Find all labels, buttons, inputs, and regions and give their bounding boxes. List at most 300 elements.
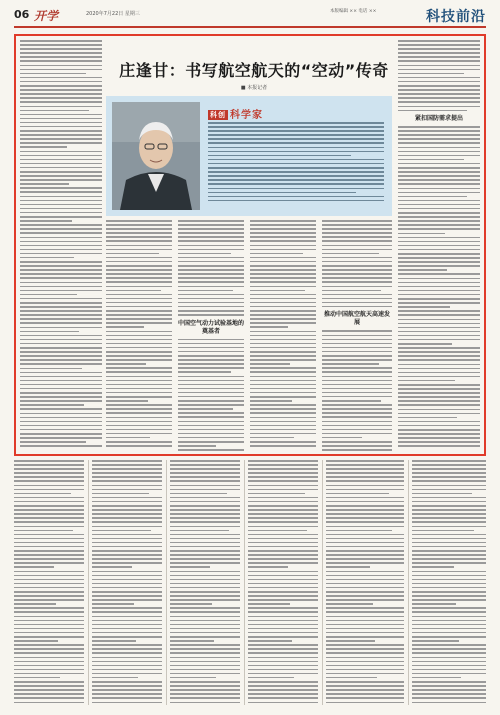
text-line: [170, 558, 240, 560]
text-line: [20, 93, 102, 95]
text-line: [20, 48, 102, 50]
text-line: [170, 546, 240, 548]
text-line: [248, 583, 318, 585]
text-line: [398, 417, 457, 419]
text-line: [20, 89, 102, 91]
text-line: [178, 245, 244, 247]
text-line: [20, 363, 102, 365]
text-line: [106, 421, 172, 423]
text-line: [92, 472, 162, 474]
column-divider: [408, 460, 409, 705]
text-line: [170, 636, 240, 638]
text-line: [170, 501, 240, 503]
text-line: [250, 400, 292, 402]
text-line: [412, 493, 472, 495]
text-line: [14, 611, 84, 613]
text-line: [248, 493, 305, 495]
feature-label: [208, 106, 263, 121]
text-line: [326, 546, 404, 548]
text-line: [14, 575, 84, 577]
text-line: [92, 579, 162, 581]
text-line: [20, 155, 102, 157]
text-line: [250, 281, 316, 283]
text-line: [412, 485, 486, 487]
text-line: [412, 517, 486, 519]
text-line: [322, 376, 392, 378]
text-line: [326, 460, 404, 462]
text-line: [398, 155, 480, 157]
text-line: [398, 396, 480, 398]
text-line: [20, 44, 102, 46]
text-line: [248, 530, 307, 532]
text-line: [208, 142, 384, 144]
text-line: [20, 52, 102, 54]
text-line: [14, 624, 84, 626]
text-line: [398, 429, 480, 431]
text-line: [250, 343, 316, 345]
text-line: [20, 60, 102, 62]
page-number: 06: [14, 8, 30, 21]
text-line: [322, 228, 392, 230]
text-line: [170, 554, 240, 556]
text-line: [20, 228, 102, 230]
text-line: [20, 261, 102, 263]
text-line: [170, 611, 240, 613]
text-line: [178, 290, 233, 292]
text-line: [106, 347, 172, 349]
text-line: [248, 550, 318, 552]
text-line: [398, 159, 464, 161]
text-line: [14, 566, 54, 568]
text-line: [398, 188, 480, 190]
text-line: [106, 253, 159, 255]
text-line: [20, 73, 86, 75]
text-line: [92, 464, 162, 466]
text-line: [170, 513, 240, 515]
text-line: [398, 65, 480, 67]
text-line: [398, 69, 480, 71]
text-line: [20, 200, 102, 202]
lower-articles: [14, 460, 486, 705]
text-line: [20, 85, 102, 87]
text-line: [412, 464, 486, 466]
text-line: [92, 497, 162, 499]
text-line: [250, 404, 316, 406]
text-line: [20, 290, 102, 292]
text-line: [14, 702, 84, 704]
text-line: [170, 628, 240, 630]
text-line: [170, 538, 240, 540]
text-line: [170, 648, 240, 650]
text-line: [20, 421, 102, 423]
text-line: [20, 368, 82, 370]
text-line: [248, 620, 318, 622]
text-line: [322, 384, 392, 386]
body-column-2: [178, 220, 244, 452]
text-line: [92, 530, 151, 532]
text-line: [250, 363, 290, 365]
text-line: [250, 265, 316, 267]
text-line: [92, 628, 162, 630]
text-line: [106, 257, 172, 259]
text-line: [412, 587, 486, 589]
text-line: [248, 505, 318, 507]
text-line: [322, 290, 381, 292]
text-line: [326, 542, 404, 544]
text-line: [412, 624, 486, 626]
text-line: [398, 376, 480, 378]
text-line: [178, 404, 244, 406]
text-line: [20, 122, 102, 124]
text-line: [322, 343, 392, 345]
text-line: [92, 509, 162, 511]
text-line: [322, 367, 392, 369]
text-line: [106, 412, 172, 414]
text-line: [322, 298, 392, 300]
text-line: [170, 644, 240, 646]
editor-info: 本版编辑 ×× 电话 ××: [330, 9, 377, 14]
text-line: [398, 97, 480, 99]
text-line: [250, 253, 303, 255]
text-line: [20, 339, 102, 341]
text-line: [178, 310, 244, 312]
text-line: [412, 497, 486, 499]
text-line: [248, 595, 318, 597]
text-line: [14, 468, 84, 470]
text-line: [326, 517, 404, 519]
text-line: [92, 689, 162, 691]
text-line: [326, 497, 404, 499]
text-line: [92, 702, 162, 704]
text-line: [248, 636, 318, 638]
text-line: [178, 441, 244, 443]
text-line: [326, 595, 404, 597]
text-line: [248, 599, 318, 601]
text-line: [412, 628, 486, 630]
text-line: [322, 281, 392, 283]
text-line: [106, 306, 172, 308]
text-line: [326, 665, 404, 667]
text-line: [92, 468, 162, 470]
text-line: [170, 566, 210, 568]
text-line: [322, 371, 392, 373]
text-line: [20, 335, 102, 337]
text-line: [248, 521, 318, 523]
paper-logo: 开学: [34, 9, 59, 23]
text-line: [20, 392, 102, 394]
text-line: [20, 191, 102, 193]
text-line: [20, 355, 102, 357]
text-line: [20, 118, 102, 120]
text-line: [250, 290, 305, 292]
text-line: [322, 408, 392, 410]
text-line: [398, 290, 480, 292]
text-line: [106, 355, 172, 357]
lower-column-5: [326, 460, 404, 705]
text-line: [326, 480, 404, 482]
text-line: [20, 351, 102, 353]
text-line: [20, 151, 102, 153]
text-line: [326, 620, 404, 622]
text-line: [398, 294, 480, 296]
text-line: [178, 294, 244, 296]
text-line: [322, 277, 392, 279]
text-line: [106, 249, 172, 251]
text-line: [178, 302, 244, 304]
text-line: [178, 429, 244, 431]
text-line: [92, 583, 162, 585]
text-line: [412, 620, 486, 622]
text-line: [208, 134, 384, 136]
text-line: [178, 425, 244, 427]
text-line: [412, 702, 486, 704]
text-line: [106, 322, 172, 324]
text-line: [322, 273, 392, 275]
text-line: [248, 693, 318, 695]
text-line: [92, 681, 162, 683]
text-line: [178, 437, 244, 439]
text-line: [170, 526, 240, 528]
text-line: [208, 163, 384, 165]
text-line: [20, 445, 102, 447]
text-line: [106, 408, 172, 410]
text-line: [20, 257, 74, 259]
text-line: [248, 526, 318, 528]
text-line: [248, 472, 318, 474]
body-column-3: [250, 220, 316, 452]
text-line: [20, 208, 102, 210]
text-line: [326, 644, 404, 646]
text-line: [250, 359, 316, 361]
text-line: [170, 464, 240, 466]
text-line: [14, 460, 84, 462]
text-line: [20, 376, 102, 378]
text-line: [178, 388, 244, 390]
text-line: [412, 460, 486, 462]
text-line: [14, 526, 84, 528]
text-line: [248, 607, 318, 609]
text-line: [398, 392, 480, 394]
text-line: [412, 562, 486, 564]
text-line: [398, 60, 480, 62]
text-line: [250, 351, 316, 353]
text-line: [14, 685, 84, 687]
text-line: [92, 566, 132, 568]
text-line: [14, 616, 84, 618]
text-line: [250, 236, 316, 238]
left-text-column: [20, 40, 102, 450]
text-line: [20, 241, 102, 243]
text-line: [178, 286, 244, 288]
issue-date: 2020年7月22日 星期三: [86, 11, 140, 17]
text-line: [14, 603, 56, 605]
text-line: [326, 652, 404, 654]
text-line: [20, 429, 102, 431]
text-line: [20, 343, 102, 345]
text-line: [398, 314, 480, 316]
text-line: [92, 542, 162, 544]
text-line: [20, 417, 102, 419]
text-line: [248, 640, 292, 642]
subhead-3: 紧扣国防需求提出: [414, 115, 463, 123]
text-line: [92, 485, 162, 487]
text-line: [20, 425, 102, 427]
text-line: [412, 542, 486, 544]
lower-column-4: [248, 460, 318, 705]
text-line: [248, 611, 318, 613]
text-line: [326, 501, 404, 503]
text-line: [14, 689, 84, 691]
text-line: [14, 517, 84, 519]
text-line: [14, 550, 84, 552]
text-line: [14, 681, 84, 683]
text-line: [106, 384, 172, 386]
text-line: [326, 583, 404, 585]
text-line: [170, 673, 240, 675]
text-line: [106, 236, 172, 238]
text-line: [398, 192, 480, 194]
text-line: [398, 56, 480, 58]
text-line: [250, 367, 316, 369]
text-line: [178, 380, 244, 382]
text-line: [398, 130, 480, 132]
text-line: [322, 433, 392, 435]
text-line: [92, 685, 162, 687]
feature-badge: 科创: [210, 111, 226, 119]
text-line: [412, 599, 486, 601]
text-line: [20, 322, 102, 324]
text-line: [20, 220, 72, 222]
text-line: [322, 449, 392, 451]
text-line: [412, 595, 486, 597]
text-line: [398, 220, 480, 222]
text-line: [20, 232, 102, 234]
text-line: [106, 445, 172, 447]
text-line: [170, 505, 240, 507]
body-column-4: [322, 220, 392, 452]
text-line: [398, 413, 480, 415]
text-line: [412, 550, 486, 552]
text-line: [398, 445, 480, 447]
text-line: [170, 460, 240, 462]
text-line: [398, 85, 480, 87]
text-line: [326, 554, 404, 556]
text-line: [208, 147, 384, 149]
text-line: [20, 372, 102, 374]
text-line: [20, 384, 102, 386]
text-line: [250, 371, 316, 373]
text-line: [14, 554, 84, 556]
text-line: [20, 294, 77, 296]
text-line: [326, 657, 404, 659]
text-line: [178, 445, 216, 447]
text-line: [92, 526, 162, 528]
text-line: [14, 534, 84, 536]
column-divider: [244, 460, 245, 705]
article-headline: 庄逢甘：书写航空航天的“空动”传奇: [119, 61, 389, 80]
text-line: [248, 546, 318, 548]
text-line: [398, 359, 480, 361]
text-line: [92, 521, 162, 523]
text-line: [170, 681, 240, 683]
text-line: [398, 278, 480, 280]
text-line: [248, 657, 318, 659]
text-line: [248, 652, 318, 654]
text-line: [248, 624, 318, 626]
text-line: [20, 204, 102, 206]
text-line: [170, 562, 240, 564]
text-line: [398, 101, 480, 103]
lower-column-6: [412, 460, 486, 705]
column-divider: [166, 460, 167, 705]
text-line: [14, 579, 84, 581]
text-line: [412, 521, 486, 523]
text-line: [170, 550, 240, 552]
text-line: [92, 603, 134, 605]
text-line: [326, 485, 404, 487]
text-line: [322, 232, 392, 234]
text-line: [170, 509, 240, 511]
text-line: [92, 489, 162, 491]
text-line: [322, 236, 392, 238]
text-line: [322, 425, 392, 427]
text-line: [106, 232, 172, 234]
text-line: [170, 497, 240, 499]
text-line: [14, 591, 84, 593]
right-text-column: [398, 40, 480, 450]
text-line: [92, 693, 162, 695]
text-line: [20, 171, 102, 173]
text-line: [178, 273, 244, 275]
text-line: [20, 269, 102, 271]
text-line: [14, 464, 84, 466]
text-line: [20, 224, 102, 226]
text-line: [398, 425, 480, 427]
text-line: [398, 81, 480, 83]
text-line: [250, 392, 316, 394]
text-line: [208, 179, 384, 181]
text-line: [398, 52, 480, 54]
text-line: [398, 179, 480, 181]
text-line: [398, 44, 480, 46]
text-line: [106, 277, 172, 279]
text-line: [106, 298, 172, 300]
text-line: [170, 677, 216, 679]
text-line: [326, 685, 404, 687]
text-line: [398, 77, 480, 79]
text-line: [20, 110, 89, 112]
text-line: [170, 652, 240, 654]
text-line: [412, 607, 486, 609]
text-line: [14, 509, 84, 511]
text-line: [92, 669, 162, 671]
text-line: [14, 595, 84, 597]
text-line: [14, 476, 84, 478]
text-line: [326, 591, 404, 593]
text-line: [106, 429, 172, 431]
text-line: [106, 437, 150, 439]
text-line: [178, 298, 244, 300]
section-title: 科技前沿: [426, 9, 486, 25]
text-line: [250, 232, 316, 234]
text-line: [20, 167, 102, 169]
feature-label-text: 科学家: [230, 110, 263, 121]
text-line: [398, 273, 480, 275]
text-line: [326, 587, 404, 589]
text-line: [20, 216, 102, 218]
text-line: [326, 677, 377, 679]
text-line: [20, 298, 102, 300]
